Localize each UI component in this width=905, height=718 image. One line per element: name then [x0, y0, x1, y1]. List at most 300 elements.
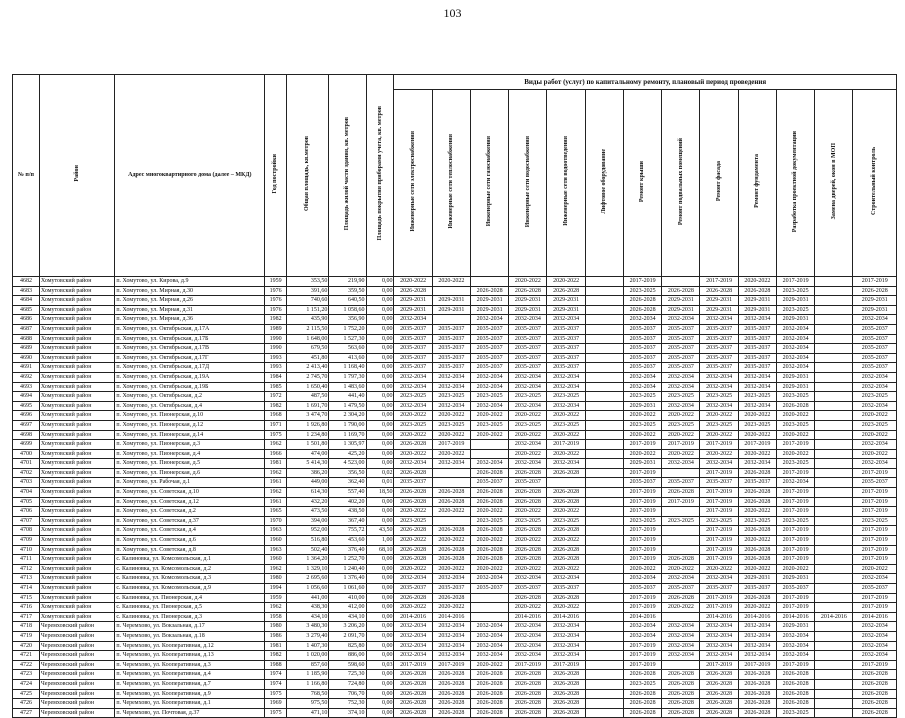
table-cell: 1971 — [265, 420, 287, 430]
table-cell: 2032-2034 — [547, 401, 585, 411]
table-cell: 2032-2034 — [738, 315, 776, 325]
col-header-work: Ремонт фасада — [700, 90, 738, 277]
table-cell: 2017-2019 — [776, 555, 814, 565]
table-cell: Черемховский район — [39, 708, 114, 718]
table-cell: 2020-2022 — [394, 536, 432, 546]
table-cell: 2026-2028 — [700, 670, 738, 680]
table-cell: 4704 — [13, 488, 40, 498]
table-cell: 2032-2034 — [738, 401, 776, 411]
table-cell: 3 206,20 — [329, 622, 366, 632]
table-row — [13, 488, 897, 498]
table-cell: 2020-2022 — [776, 411, 814, 421]
table-cell: 5 414,30 — [286, 459, 328, 469]
table-cell: 0,00 — [366, 305, 394, 315]
table-cell: 1 056,60 — [286, 584, 328, 594]
table-cell: 2026-2028 — [853, 670, 897, 680]
table-cell: 2023-2025 — [623, 420, 661, 430]
table-cell: 2020-2022 — [662, 603, 700, 613]
table-cell: 1 329,10 — [286, 564, 328, 574]
table-cell: 2017-2019 — [700, 545, 738, 555]
table-cell: 2032-2034 — [623, 315, 661, 325]
table-cell: 2035-2037 — [547, 363, 585, 373]
table-cell: 2035-2037 — [738, 344, 776, 354]
table-cell: 2032-2034 — [470, 631, 508, 641]
table-cell: 2029-2031 — [547, 305, 585, 315]
table-cell: 1982 — [265, 315, 287, 325]
table-cell — [585, 708, 623, 718]
table-cell: 2023-2025 — [509, 420, 547, 430]
table-cell: 2032-2034 — [776, 344, 814, 354]
table-cell: 2032-2034 — [853, 631, 897, 641]
table-cell — [585, 315, 623, 325]
table-cell: 2026-2028 — [623, 699, 661, 709]
table-cell: 2026-2028 — [432, 708, 470, 718]
table-cell: 2026-2028 — [470, 468, 508, 478]
table-cell: Хомутовский район — [39, 372, 114, 382]
table-cell: 4720 — [13, 641, 40, 651]
table-cell: 2032-2034 — [394, 622, 432, 632]
table-cell — [470, 440, 508, 450]
table-row — [13, 660, 897, 670]
table-cell — [585, 344, 623, 354]
table-cell — [815, 574, 853, 584]
table-cell: 2032-2034 — [662, 459, 700, 469]
table-cell: 2017-2019 — [623, 536, 661, 546]
col-header-meter-area: Площадь покрытия приборами учета, кв. метров — [366, 75, 394, 277]
table-cell: 2032-2034 — [700, 641, 738, 651]
table-cell: 2020-2022 — [776, 449, 814, 459]
table-cell: 1 691,70 — [286, 401, 328, 411]
table-cell: 2026-2028 — [470, 286, 508, 296]
table-cell: 2032-2034 — [509, 641, 547, 651]
table-cell: 2035-2037 — [700, 353, 738, 363]
table-cell: 2032-2034 — [738, 622, 776, 632]
table-cell: 1966 — [265, 449, 287, 459]
table-row — [13, 670, 897, 680]
table-cell: 1 252,70 — [329, 555, 366, 565]
table-cell: 353,50 — [286, 277, 328, 287]
table-cell: 2035-2037 — [623, 478, 661, 488]
table-cell: 2017-2019 — [623, 651, 661, 661]
table-cell: 2020-2022 — [738, 411, 776, 421]
table-cell: 2020-2022 — [470, 411, 508, 421]
table-cell — [815, 545, 853, 555]
table-cell — [585, 516, 623, 526]
table-cell: 2017-2019 — [776, 488, 814, 498]
table-cell: 2035-2037 — [662, 344, 700, 354]
table-cell: с. Калиновка, ул. Комсомольская, д.9 — [115, 584, 265, 594]
table-cell: 2035-2037 — [509, 324, 547, 334]
table-cell: 2026-2028 — [853, 708, 897, 718]
table-cell: 2035-2037 — [623, 584, 661, 594]
table-cell: 2035-2037 — [738, 324, 776, 334]
table-cell: п. Хомутово, ул. Октябрьская, д.17Д — [115, 363, 265, 373]
col-header-work: Ремонт подвальных помещений — [662, 90, 700, 277]
table-cell — [815, 708, 853, 718]
table-cell: 0,00 — [366, 622, 394, 632]
table-cell — [585, 324, 623, 334]
table-cell: с. Калиновка, ул. Пионерская, д.3 — [115, 612, 265, 622]
table-cell: 2032-2034 — [662, 382, 700, 392]
table-cell: 2035-2037 — [700, 584, 738, 594]
table-cell: 2023-2025 — [776, 516, 814, 526]
table-cell: 2023-2025 — [432, 420, 470, 430]
table-cell: 2035-2037 — [853, 334, 897, 344]
table-row — [13, 277, 897, 287]
table-cell: 2017-2019 — [853, 468, 897, 478]
table-cell: 2026-2028 — [509, 286, 547, 296]
table-cell: 359,50 — [329, 286, 366, 296]
table-cell: 1 234,80 — [286, 430, 328, 440]
table-cell: 2023-2025 — [776, 708, 814, 718]
table-cell: 2032-2034 — [509, 372, 547, 382]
table-cell: 2032-2034 — [432, 372, 470, 382]
table-cell: 2017-2019 — [700, 497, 738, 507]
table-cell: 2017-2019 — [700, 507, 738, 517]
table-cell: 2029-2031 — [470, 296, 508, 306]
table-cell: 2020-2022 — [547, 507, 585, 517]
table-cell: 2032-2034 — [470, 622, 508, 632]
table-cell — [585, 305, 623, 315]
table-cell: 0,03 — [366, 660, 394, 670]
table-cell: 2032-2034 — [623, 631, 661, 641]
table-cell: 2029-2031 — [623, 401, 661, 411]
table-cell: 2035-2037 — [432, 334, 470, 344]
table-cell: 2026-2028 — [776, 689, 814, 699]
table-cell — [815, 315, 853, 325]
col-header-work: Ремонт фундамента — [738, 90, 776, 277]
table-cell: Хомутовский район — [39, 334, 114, 344]
table-cell: 4683 — [13, 286, 40, 296]
table-cell: 2023-2025 — [547, 420, 585, 430]
table-cell — [815, 584, 853, 594]
table-cell: Хомутовский район — [39, 593, 114, 603]
table-cell — [662, 536, 700, 546]
table-cell: 2017-2019 — [738, 440, 776, 450]
table-cell: 2026-2028 — [738, 699, 776, 709]
table-cell: 2026-2028 — [432, 497, 470, 507]
table-cell: 2020-2022 — [623, 564, 661, 574]
table-cell: 2023-2025 — [776, 392, 814, 402]
table-cell — [662, 612, 700, 622]
table-cell: 2032-2034 — [394, 459, 432, 469]
table-cell: 2020-2022 — [509, 536, 547, 546]
table-cell: Черемховский район — [39, 689, 114, 699]
table-cell — [815, 401, 853, 411]
table-cell — [815, 699, 853, 709]
table-cell: 2017-2019 — [776, 660, 814, 670]
table-cell: п. Хомутово, ул. Октябрьская, д.4 — [115, 401, 265, 411]
table-cell: 2023-2025 — [700, 516, 738, 526]
table-cell: 2026-2028 — [738, 689, 776, 699]
table-cell: 2035-2037 — [509, 334, 547, 344]
table-cell: 2017-2019 — [547, 660, 585, 670]
table-cell: 2035-2037 — [509, 344, 547, 354]
table-cell: 2035-2037 — [700, 344, 738, 354]
table-cell: 2014-2016 — [547, 612, 585, 622]
table-cell: 4700 — [13, 449, 40, 459]
table-cell — [815, 555, 853, 565]
table-cell: 2026-2028 — [394, 545, 432, 555]
table-row — [13, 603, 897, 613]
table-cell: 2032-2034 — [547, 574, 585, 584]
table-cell: 0,00 — [366, 315, 394, 325]
table-cell: 1959 — [265, 593, 287, 603]
table-cell: с. Калиновка, ул. Комсомольская, д.3 — [115, 574, 265, 584]
table-cell: 4726 — [13, 699, 40, 709]
table-cell: 557,40 — [329, 488, 366, 498]
table-cell: 434,10 — [329, 612, 366, 622]
table-cell — [585, 679, 623, 689]
table-cell — [815, 363, 853, 373]
table-cell: 2032-2034 — [623, 372, 661, 382]
table-cell: 2026-2028 — [776, 679, 814, 689]
table-cell: 2032-2034 — [853, 440, 897, 450]
table-cell: Хомутовский район — [39, 574, 114, 584]
table-cell: 2020-2022 — [432, 603, 470, 613]
table-cell — [662, 468, 700, 478]
table-cell: Черемховский район — [39, 641, 114, 651]
table-cell: 1 926,80 — [286, 420, 328, 430]
col-header-work: Инженерные сети водоотведения — [547, 90, 585, 277]
table-cell: 2032-2034 — [470, 651, 508, 661]
col-header-work: Инженерные сети электроснабжения — [394, 90, 432, 277]
table-cell — [585, 612, 623, 622]
table-cell: 356,50 — [329, 468, 366, 478]
table-row — [13, 478, 897, 488]
table-cell: 1981 — [265, 459, 287, 469]
table-cell: 1961 — [265, 497, 287, 507]
table-cell: 2017-2019 — [623, 488, 661, 498]
table-cell: 2026-2028 — [738, 593, 776, 603]
table-cell: 2017-2019 — [662, 497, 700, 507]
table-cell: 2023-2025 — [394, 392, 432, 402]
table-cell: Хомутовский район — [39, 277, 114, 287]
table-cell: 2032-2034 — [776, 478, 814, 488]
table-cell: Черемховский район — [39, 622, 114, 632]
table-cell: Хомутовский район — [39, 459, 114, 469]
table-cell: 2032-2034 — [776, 363, 814, 373]
table-cell: 0,00 — [366, 392, 394, 402]
table-cell: 1960 — [265, 536, 287, 546]
table-cell: 2026-2028 — [700, 679, 738, 689]
table-cell: 2035-2037 — [470, 324, 508, 334]
table-cell: 2029-2031 — [509, 296, 547, 306]
table-cell: 2020-2022 — [509, 411, 547, 421]
table-cell: 2026-2028 — [738, 670, 776, 680]
table-cell: 412,00 — [329, 603, 366, 613]
table-cell: 2017-2019 — [623, 603, 661, 613]
table-cell: 2035-2037 — [547, 344, 585, 354]
table-cell: 2035-2037 — [432, 344, 470, 354]
table-cell: 857,60 — [286, 660, 328, 670]
table-cell — [815, 526, 853, 536]
table-cell: п. Хомутово, ул. Мирная, д.30 — [115, 286, 265, 296]
table-cell: Хомутовский район — [39, 324, 114, 334]
table-cell: 1 364,20 — [286, 555, 328, 565]
table-cell: 4685 — [13, 305, 40, 315]
table-cell — [585, 660, 623, 670]
table-cell: 1960 — [265, 555, 287, 565]
table-cell: 2035-2037 — [662, 324, 700, 334]
table-cell: 2026-2028 — [509, 555, 547, 565]
table-cell: 2029-2031 — [394, 296, 432, 306]
table-cell: 2020-2022 — [547, 411, 585, 421]
table-cell: 2032-2034 — [662, 631, 700, 641]
table-cell: 1961 — [265, 478, 287, 488]
table-cell: 2032-2034 — [700, 622, 738, 632]
table-cell: 2032-2034 — [623, 574, 661, 584]
table-cell: 362,40 — [329, 478, 366, 488]
table-cell — [432, 516, 470, 526]
table-cell: 4717 — [13, 612, 40, 622]
table-cell: 2026-2028 — [432, 488, 470, 498]
table-cell: Черемховский район — [39, 631, 114, 641]
table-cell: 2026-2028 — [509, 526, 547, 536]
table-cell: 2032-2034 — [700, 372, 738, 382]
table-cell: 2032-2034 — [547, 459, 585, 469]
table-cell: 2 695,60 — [286, 574, 328, 584]
table-cell: 0,00 — [366, 344, 394, 354]
table-row — [13, 353, 897, 363]
table-cell: 2035-2037 — [738, 363, 776, 373]
table-cell: 2032-2034 — [547, 651, 585, 661]
table-cell: 2017-2019 — [853, 555, 897, 565]
table-cell: 1 151,20 — [286, 305, 328, 315]
table-cell: 2032-2034 — [738, 631, 776, 641]
table-cell: 2017-2019 — [853, 507, 897, 517]
table-cell — [432, 478, 470, 488]
table-cell: 2014-2016 — [776, 612, 814, 622]
table-cell: 2026-2028 — [432, 526, 470, 536]
table-cell: 2035-2037 — [394, 334, 432, 344]
table-cell: 1 407,30 — [286, 641, 328, 651]
table-cell: 2035-2037 — [623, 353, 661, 363]
table-cell — [585, 372, 623, 382]
table-cell — [662, 545, 700, 555]
table-cell: 2026-2028 — [509, 497, 547, 507]
table-cell: 2035-2037 — [738, 478, 776, 488]
table-cell: п. Черемхово, ул. Кооперативная, д.3 — [115, 660, 265, 670]
table-cell: 952,00 — [286, 526, 328, 536]
table-cell: 1 797,30 — [329, 372, 366, 382]
table-cell: п. Хомутово, ул. Октябрьская, д.19А — [115, 372, 265, 382]
table-cell: п. Хомутово, ул. Октябрьская, д.19Б — [115, 382, 265, 392]
table-cell: п. Хомутово, ул. Советская, д.37 — [115, 516, 265, 526]
table-cell — [815, 593, 853, 603]
table-cell — [815, 324, 853, 334]
table-cell: 410,00 — [329, 593, 366, 603]
table-cell: 1 483,60 — [329, 382, 366, 392]
table-cell: п. Хомутово, ул. Мирная, д.26 — [115, 296, 265, 306]
table-cell: 2017-2019 — [623, 277, 661, 287]
table-cell: 1 020,00 — [286, 651, 328, 661]
table-cell — [585, 488, 623, 498]
table-cell: 2020-2022 — [623, 430, 661, 440]
table-cell: 2017-2019 — [738, 660, 776, 670]
table-cell: 2017-2019 — [623, 507, 661, 517]
table-cell: 2032-2034 — [662, 574, 700, 584]
table-cell: Хомутовский район — [39, 536, 114, 546]
table-cell: 0,00 — [366, 449, 394, 459]
table-cell: 2026-2028 — [509, 593, 547, 603]
table-cell: п. Черемхово, ул. Кооперативная, д.12 — [115, 641, 265, 651]
table-cell: 2017-2019 — [853, 277, 897, 287]
table-cell — [585, 641, 623, 651]
table-cell: 2035-2037 — [662, 584, 700, 594]
table-cell: 2026-2028 — [662, 670, 700, 680]
table-cell: 2026-2028 — [394, 440, 432, 450]
table-cell: 2026-2028 — [776, 670, 814, 680]
table-cell: 2020-2022 — [853, 449, 897, 459]
table-cell: 2023-2025 — [738, 516, 776, 526]
table-cell: 2032-2034 — [470, 574, 508, 584]
table-cell: 2032-2034 — [853, 401, 897, 411]
table-cell: 473,50 — [286, 507, 328, 517]
table-cell: 2032-2034 — [432, 622, 470, 632]
table-cell: 2035-2037 — [470, 334, 508, 344]
table-row — [13, 315, 897, 325]
table-cell: Хомутовский район — [39, 392, 114, 402]
table-cell: 2029-2031 — [776, 372, 814, 382]
table-row — [13, 641, 897, 651]
table-cell: 2032-2034 — [432, 401, 470, 411]
table-cell: 2023-2025 — [662, 392, 700, 402]
table-cell: 394,00 — [286, 516, 328, 526]
table-cell: 1980 — [265, 574, 287, 584]
table-cell: 516,80 — [286, 536, 328, 546]
table-cell: 1993 — [265, 363, 287, 373]
table-cell: 2035-2037 — [432, 363, 470, 373]
table-cell: 2029-2031 — [776, 315, 814, 325]
table-cell: 2029-2031 — [432, 305, 470, 315]
table-cell: Черемховский район — [39, 699, 114, 709]
table-cell: 2020-2022 — [509, 430, 547, 440]
table-cell: 2032-2034 — [547, 622, 585, 632]
table-cell: 2032-2034 — [662, 401, 700, 411]
table-cell: 2026-2028 — [470, 679, 508, 689]
table-cell: 4716 — [13, 603, 40, 613]
table-row — [13, 651, 897, 661]
table-cell — [815, 286, 853, 296]
table-cell: 441,40 — [329, 392, 366, 402]
table-cell: 0,00 — [366, 296, 394, 306]
table-cell: Хомутовский район — [39, 411, 114, 421]
table-cell: 4724 — [13, 679, 40, 689]
table-cell: 1989 — [265, 324, 287, 334]
table-cell — [815, 382, 853, 392]
table-cell — [815, 622, 853, 632]
table-cell: 0,00 — [366, 411, 394, 421]
table-cell: 2032-2034 — [853, 651, 897, 661]
table-cell: 0,01 — [366, 478, 394, 488]
table-row — [13, 363, 897, 373]
table-cell: 740,60 — [286, 296, 328, 306]
table-cell: 2017-2019 — [700, 555, 738, 565]
table-row — [13, 708, 897, 718]
table-cell — [815, 430, 853, 440]
table-cell: 0,00 — [366, 430, 394, 440]
table-cell: 4721 — [13, 651, 40, 661]
table-cell: 2035-2037 — [662, 353, 700, 363]
table-cell: 2032-2034 — [853, 574, 897, 584]
table-cell: 2035-2037 — [738, 584, 776, 594]
table-cell: 2032-2034 — [700, 631, 738, 641]
col-header-work: Инженерные сети газоснабжения — [470, 90, 508, 277]
table-cell: 2017-2019 — [623, 497, 661, 507]
table-cell: 2026-2028 — [470, 699, 508, 709]
table-cell: 2017-2019 — [700, 440, 738, 450]
